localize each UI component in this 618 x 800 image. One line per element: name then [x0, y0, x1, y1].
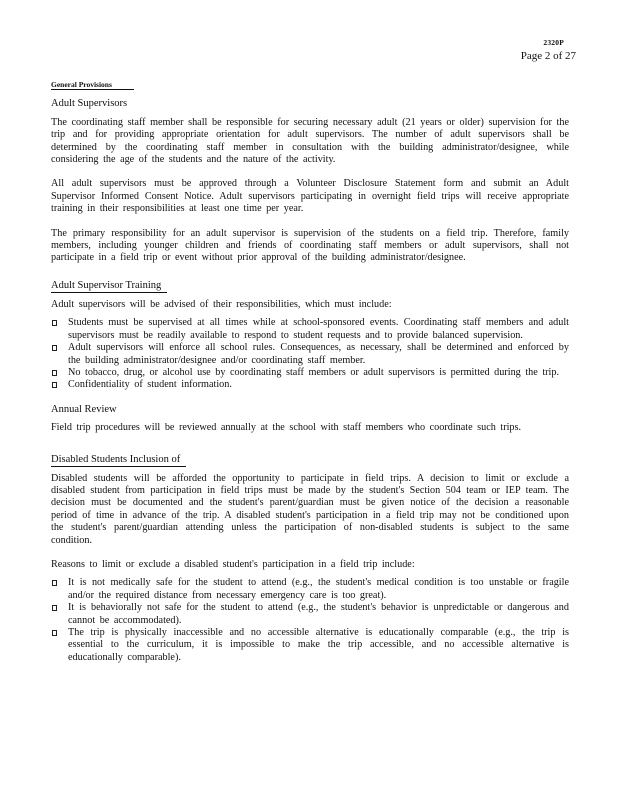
adult-supervisors-paragraph: The primary responsibility for an adult supervisor is supervision of the students on a field trip. Therefore, family members, including younger children and friends of coordinating staff members or adult supervisors, shall not participate in a field trip or event without prior approval of the building administrator/designee.	[51, 227, 569, 264]
adult-supervisors-heading: Adult Supervisors	[51, 98, 128, 110]
training-heading: Adult Supervisor Training	[51, 280, 167, 293]
training-intro: Adult supervisors will be advised of their responsibilities, which must include:	[51, 298, 392, 310]
training-heading-wrap	[51, 273, 569, 293]
checkbox-bullet-icon	[52, 370, 57, 376]
list-item-text: Adult supervisors will enforce all school rules. Consequences, as necessary, shall be determined and enforced by the building administrator/designee and/or coordinating staff member.	[68, 342, 569, 366]
annual-review-heading: Annual Review	[51, 403, 117, 415]
annual-review-text: Field trip procedures will be reviewed annually at the school with staff members who coordinate such trips.	[51, 422, 522, 434]
section-label: General Provisions	[51, 80, 134, 90]
list-item-text: It is not medically safe for the student to attend (e.g., the student's medical condition is too unstable or fragile and/or the required distance from necessary emergency care is too great).	[68, 577, 569, 601]
list-item	[51, 577, 569, 602]
list-item-text: Students must be supervised at all times while at school-sponsored events. Coordinating staff members and adult supervisors must be readily available to respond to student requests and to provide balanced supervision.	[68, 317, 569, 341]
checkbox-bullet-icon	[52, 580, 57, 586]
training-list	[51, 317, 569, 391]
section-label-wrap	[51, 79, 569, 91]
checkbox-bullet-icon	[52, 605, 57, 611]
checkbox-bullet-icon	[52, 630, 57, 636]
list-item-text: Confidentiality of student information.	[68, 379, 232, 391]
disabled-paragraph: Disabled students will be afforded the opportunity to participate in field trips. A decision to limit or exclude a disabled student from participation in field trips must be made by the student's Section 504 team or IEP team. The decision must be documented and the student's parent/guardian must be given notice of the decision a reasonable period of time in advance of the trip. A disabled student's participation in a field trip may not be conditioned upon the student's parent/guardian attending unless the participation of non-disabled students is subject to the same condition.	[51, 472, 569, 546]
list-item	[51, 602, 569, 627]
disabled-heading-wrap	[51, 447, 569, 467]
reasons-intro: Reasons to limit or exclude a disabled student's participation in a field trip include:	[51, 558, 415, 570]
list-item	[51, 379, 569, 391]
checkbox-bullet-icon	[52, 382, 57, 388]
list-item	[51, 317, 569, 342]
adult-supervisors-paragraph: All adult supervisors must be approved through a Volunteer Disclosure Statement form and submit an Adult Supervisor Informed Consent Notice. Adult supervisors participating in overnight field trips will receive appropriate training in their responsibilities at least one time per year.	[51, 178, 569, 215]
reasons-list	[51, 577, 569, 664]
list-item	[51, 627, 569, 664]
checkbox-bullet-icon	[52, 345, 57, 351]
document-body	[51, 79, 569, 664]
list-item-text: The trip is physically inaccessible and no accessible alternative is educationally comparable (e.g., the trip is essential to the curriculum, it is impossible to make the trip accessible, and no accessible alternative is educationally comparable).	[68, 627, 569, 663]
checkbox-bullet-icon	[52, 320, 57, 326]
list-item	[51, 367, 569, 379]
page-number: Page 2 of 27	[520, 50, 576, 62]
list-item	[51, 342, 569, 367]
policy-code: 2320P	[543, 38, 564, 47]
list-item-text: No tobacco, drug, or alcohol use by coordinating staff members or adult supervisors is permitted during the trip.	[68, 366, 560, 378]
list-item-text: It is behaviorally not safe for the student to attend (e.g., the student's behavior is unpredictable or dangerous and cannot be accommodated).	[68, 602, 569, 626]
disabled-heading: Disabled Students Inclusion of	[51, 454, 186, 467]
adult-supervisors-paragraph: The coordinating staff member shall be responsible for securing necessary adult (21 years or older) supervision for the trip and for providing appropriate orientation for adult supervisors. The number of adult supervisors shall be determined by the coordinating staff member in consultation with the building administrator/designee, while considering the age of the students and the nature of the activity.	[51, 116, 569, 166]
